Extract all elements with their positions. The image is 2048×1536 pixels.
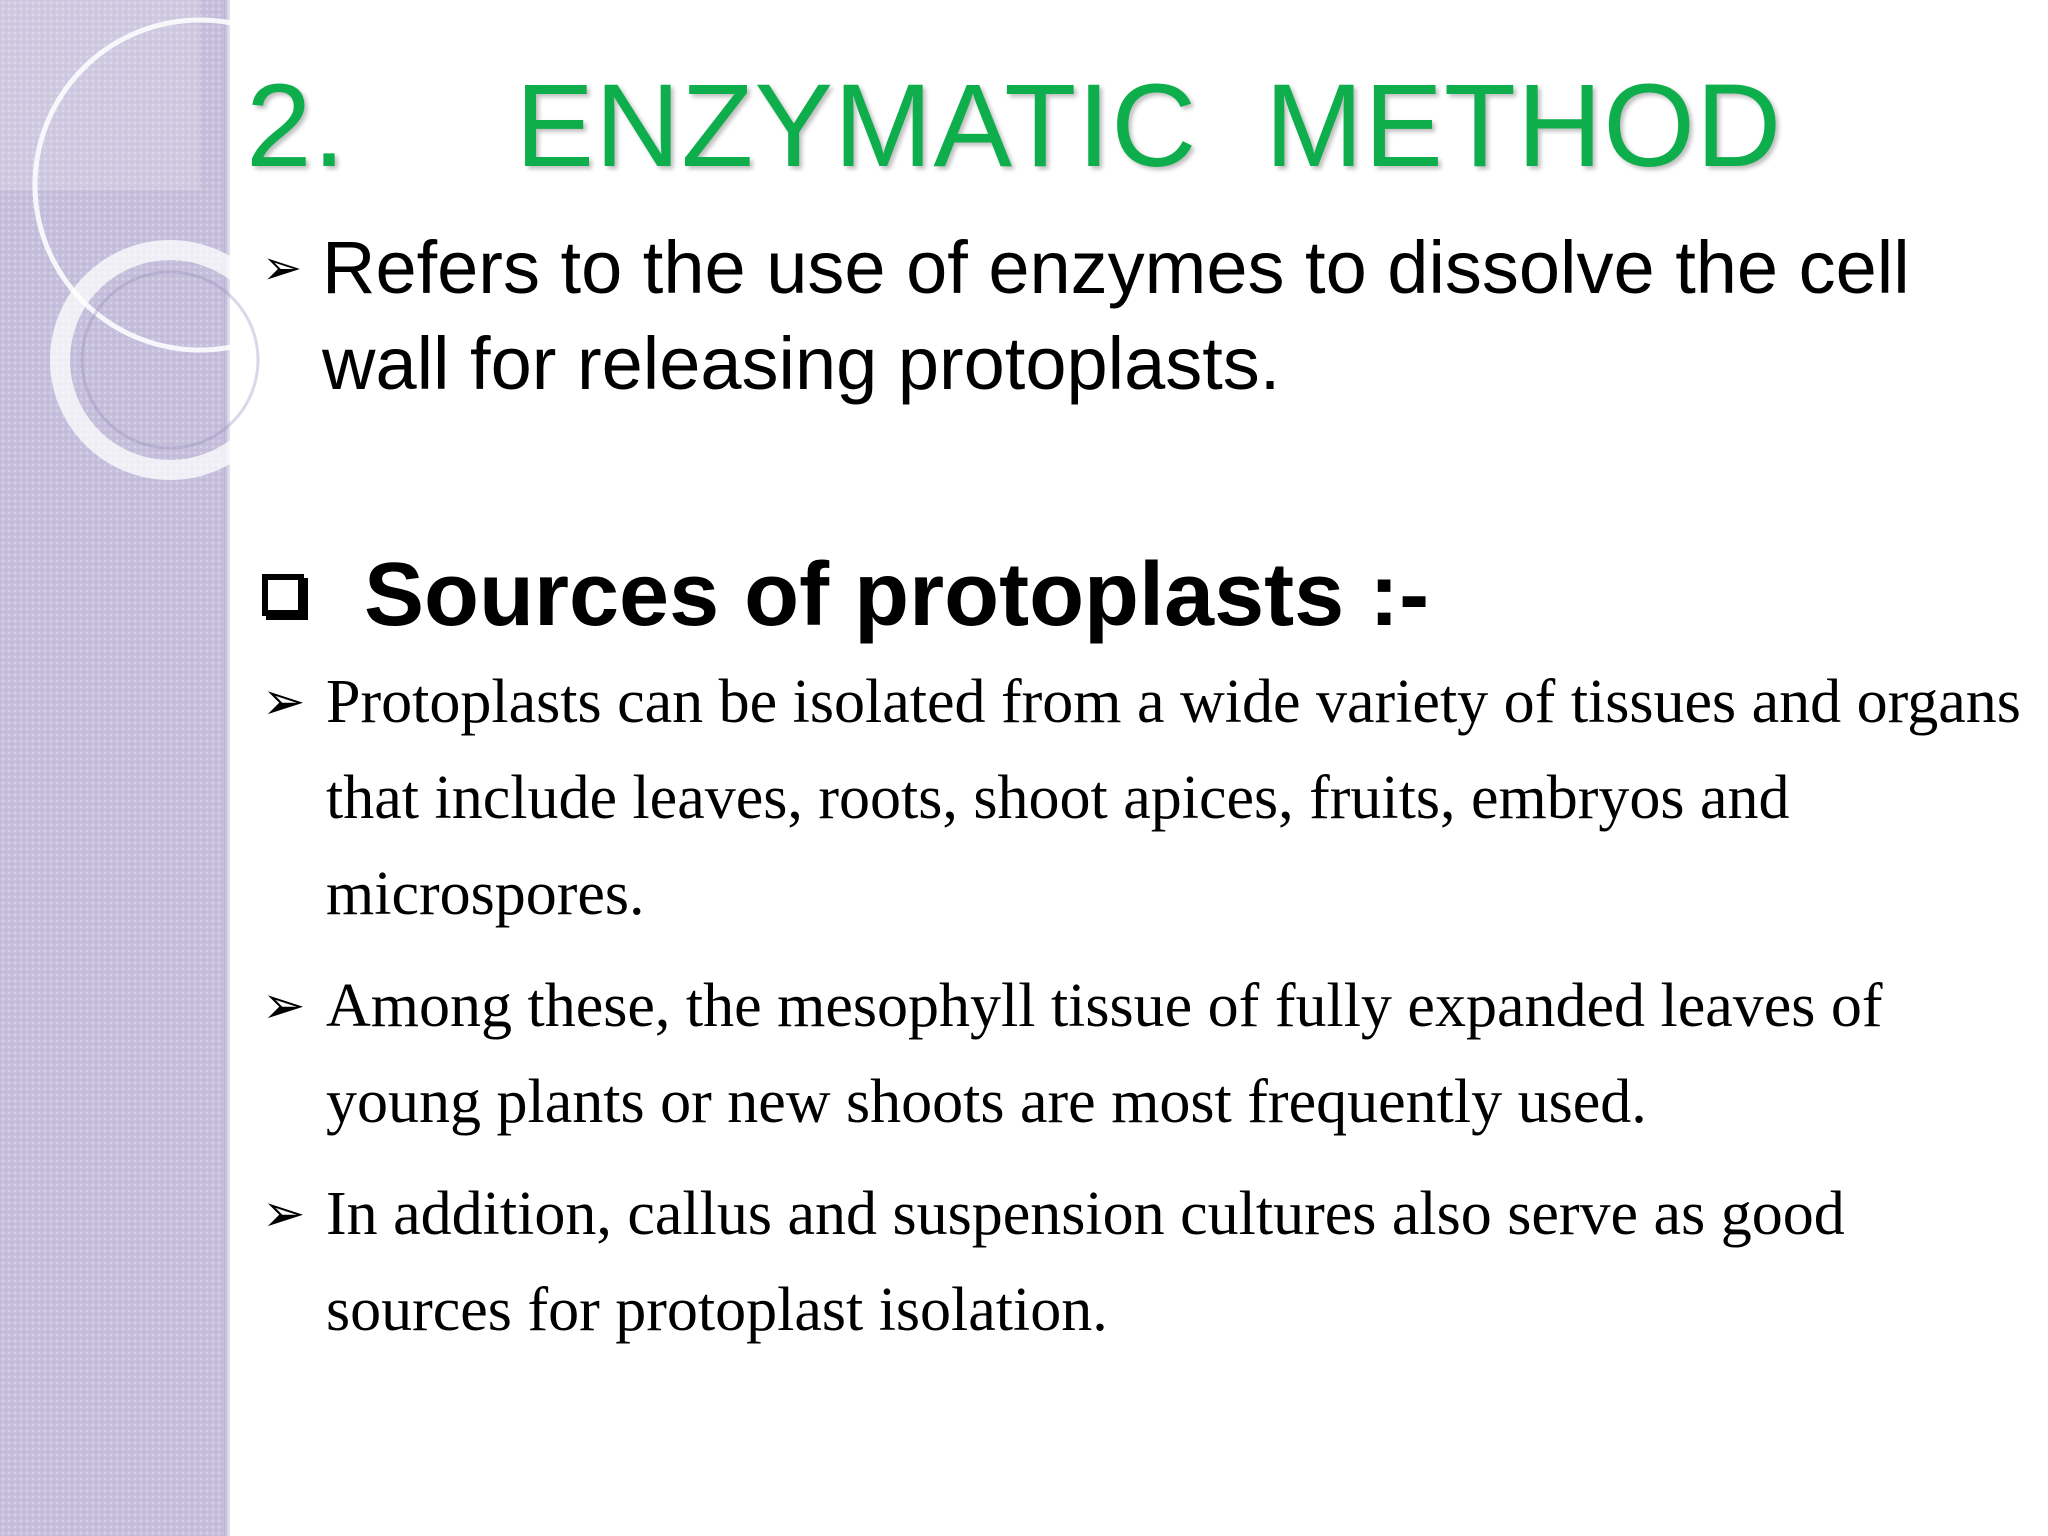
- arrow-bullet-icon: ➢: [262, 976, 306, 1036]
- intro-bullet: [262, 220, 1982, 412]
- list-item-text: Among these, the mesophyll tissue of fully expanded leaves of young plants or new shoots are most frequently used.: [326, 972, 1883, 1136]
- list-item: [262, 958, 2026, 1150]
- list-item-text: In addition, callus and suspension cultures also serve as good sources for protoplast isolation.: [326, 1180, 1845, 1344]
- list-item: [262, 1166, 2026, 1358]
- arrow-bullet-icon: ➢: [262, 240, 303, 296]
- section-heading-text: Sources of protoplasts :-: [364, 545, 1430, 645]
- arrow-bullet-icon: ➢: [262, 1184, 306, 1244]
- list-item: [262, 654, 2026, 942]
- decorative-rings-graphic: [0, 0, 260, 520]
- checkbox-square-icon: [262, 574, 304, 616]
- list-item-text: Protoplasts can be isolated from a wide variety of tissues and organs that include leaves, roots, shoot apices, fruits, embryos and microspores.: [326, 668, 2021, 928]
- arrow-bullet-icon: ➢: [262, 672, 306, 732]
- intro-text: Refers to the use of enzymes to dissolve the cell wall for releasing protoplasts.: [322, 226, 1910, 405]
- section-heading: [262, 540, 1429, 650]
- slide-title: 2. ENZYMATIC METHOD: [246, 60, 1783, 192]
